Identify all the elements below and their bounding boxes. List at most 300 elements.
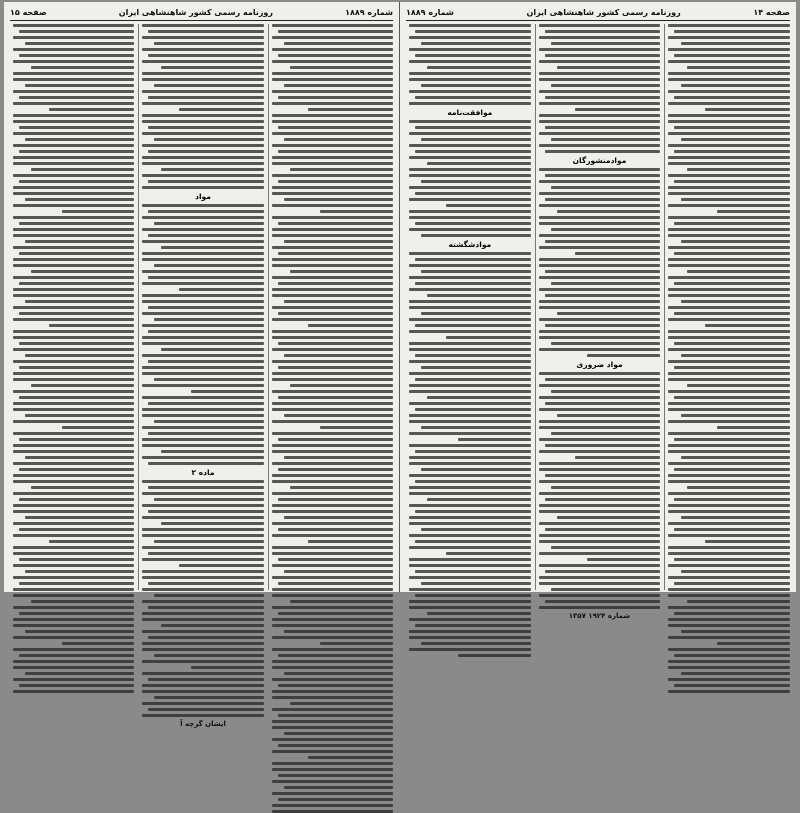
text-line	[409, 78, 531, 81]
text-line	[272, 504, 393, 507]
text-line	[272, 762, 393, 765]
text-line	[668, 678, 790, 681]
text-line	[551, 546, 661, 549]
text-line	[25, 42, 134, 45]
text-line	[687, 66, 790, 69]
text-line	[284, 300, 393, 303]
text-line	[148, 330, 263, 333]
text-line	[409, 120, 531, 123]
text-line	[674, 126, 790, 129]
text-line	[539, 372, 661, 375]
text-line	[142, 132, 263, 135]
text-line	[13, 144, 134, 147]
text-line	[161, 450, 264, 453]
text-line	[148, 432, 263, 435]
text-line	[415, 222, 531, 225]
text-line	[142, 216, 263, 219]
text-line	[409, 288, 531, 291]
text-line	[409, 102, 531, 105]
text-line	[551, 228, 661, 231]
text-line	[148, 126, 263, 129]
text-line	[545, 96, 661, 99]
text-line	[148, 708, 263, 711]
text-line	[539, 216, 661, 219]
text-line	[19, 498, 134, 501]
text-line	[668, 534, 790, 537]
text-line	[272, 264, 393, 267]
text-line	[284, 672, 393, 675]
text-line	[142, 414, 263, 417]
text-line	[668, 348, 790, 351]
page-number: صفحه ۱۴	[753, 7, 790, 17]
text-line	[674, 150, 790, 153]
text-line	[284, 516, 393, 519]
text-line	[409, 264, 531, 267]
text-line	[25, 570, 134, 573]
text-line	[557, 312, 660, 315]
text-line	[278, 366, 393, 369]
text-line	[290, 600, 393, 603]
text-line	[13, 618, 134, 621]
text-line	[142, 228, 263, 231]
section-heading: موادمنشورگان	[572, 156, 627, 165]
text-line	[668, 378, 790, 381]
text-line	[25, 414, 134, 417]
text-line	[421, 426, 531, 429]
text-line	[409, 228, 531, 231]
text-line	[539, 606, 661, 609]
text-line	[142, 144, 263, 147]
text-line	[13, 552, 134, 555]
text-line	[13, 258, 134, 261]
text-line	[272, 474, 393, 477]
text-line	[539, 264, 661, 267]
text-line	[668, 174, 790, 177]
text-line	[49, 324, 134, 327]
text-line	[539, 180, 661, 183]
text-line	[668, 258, 790, 261]
text-line	[142, 270, 263, 273]
text-line	[13, 72, 134, 75]
text-line	[409, 474, 531, 477]
text-line	[13, 492, 134, 495]
text-line	[13, 264, 134, 267]
text-line	[409, 300, 531, 303]
text-line	[142, 324, 263, 327]
text-line	[668, 372, 790, 375]
text-line	[272, 666, 393, 669]
text-line	[161, 624, 264, 627]
text-line	[668, 546, 790, 549]
text-line	[668, 462, 790, 465]
text-line	[539, 36, 661, 39]
text-line	[674, 252, 790, 255]
text-line	[674, 396, 790, 399]
text-line	[31, 168, 134, 171]
text-line	[142, 252, 263, 255]
text-line	[13, 624, 134, 627]
text-line	[13, 60, 134, 63]
text-line	[539, 462, 661, 465]
text-line	[31, 486, 134, 489]
text-line	[272, 186, 393, 189]
page-number: صفحه ۱۵	[10, 7, 47, 17]
text-line	[539, 288, 661, 291]
text-line	[272, 708, 393, 711]
text-line	[13, 546, 134, 549]
text-line	[13, 660, 134, 663]
text-line	[674, 96, 790, 99]
text-line	[575, 108, 660, 111]
text-line	[278, 498, 393, 501]
text-line	[148, 30, 263, 33]
text-line	[272, 552, 393, 555]
text-line	[13, 534, 134, 537]
text-line	[142, 426, 263, 429]
text-line	[551, 84, 661, 87]
text-line	[539, 234, 661, 237]
text-column	[138, 24, 263, 728]
text-line	[539, 258, 661, 261]
text-line	[668, 276, 790, 279]
text-line	[142, 72, 263, 75]
text-line	[668, 390, 790, 393]
text-line	[278, 150, 393, 153]
text-line	[278, 126, 393, 129]
text-line	[272, 288, 393, 291]
text-line	[19, 222, 134, 225]
text-line	[272, 534, 393, 537]
text-line	[290, 168, 393, 171]
text-line	[717, 642, 790, 645]
page-left	[4, 2, 400, 728]
text-line	[278, 582, 393, 585]
text-line	[142, 456, 263, 459]
text-line	[161, 522, 264, 525]
text-line	[272, 432, 393, 435]
text-line	[668, 588, 790, 591]
text-line	[409, 72, 531, 75]
text-line	[415, 510, 531, 513]
text-line	[272, 246, 393, 249]
text-line	[415, 150, 531, 153]
text-line	[539, 576, 661, 579]
text-line	[142, 90, 263, 93]
text-line	[681, 516, 791, 519]
text-line	[278, 252, 393, 255]
text-line	[191, 666, 264, 669]
text-line	[681, 456, 791, 459]
text-line	[409, 186, 531, 189]
text-line	[19, 468, 134, 471]
text-line	[539, 480, 661, 483]
text-line	[148, 54, 263, 57]
text-line	[19, 582, 134, 585]
text-line	[142, 342, 263, 345]
text-line	[687, 600, 790, 603]
text-line	[272, 624, 393, 627]
text-line	[539, 426, 661, 429]
text-line	[272, 294, 393, 297]
text-line	[148, 210, 263, 213]
text-line	[272, 306, 393, 309]
text-line	[148, 306, 263, 309]
text-line	[668, 120, 790, 123]
text-line	[154, 696, 263, 699]
text-line	[278, 558, 393, 561]
text-line	[409, 558, 531, 561]
text-line	[681, 630, 791, 633]
text-line	[278, 774, 393, 777]
text-line	[539, 60, 661, 63]
text-line	[13, 276, 134, 279]
text-column	[664, 24, 790, 590]
text-line	[539, 168, 661, 171]
text-line	[539, 144, 661, 147]
text-line	[668, 132, 790, 135]
text-line	[415, 378, 531, 381]
text-line	[668, 102, 790, 105]
text-line	[668, 606, 790, 609]
text-line	[409, 348, 531, 351]
text-line	[409, 630, 531, 633]
text-line	[142, 630, 263, 633]
text-line	[25, 240, 134, 243]
text-line	[674, 528, 790, 531]
text-line	[25, 456, 134, 459]
text-line	[13, 192, 134, 195]
text-line	[272, 546, 393, 549]
text-line	[272, 258, 393, 261]
text-line	[142, 174, 263, 177]
text-line	[278, 30, 393, 33]
text-line	[409, 516, 531, 519]
text-line	[31, 600, 134, 603]
text-line	[687, 384, 790, 387]
text-line	[421, 528, 531, 531]
text-line	[284, 786, 393, 789]
text-line	[446, 336, 531, 339]
text-line	[668, 420, 790, 423]
text-line	[25, 354, 134, 357]
text-line	[674, 342, 790, 345]
section-heading: موادشگشته	[448, 240, 492, 249]
text-line	[142, 120, 263, 123]
text-line	[13, 234, 134, 237]
text-line	[551, 42, 661, 45]
text-line	[284, 138, 393, 141]
text-line	[421, 468, 531, 471]
text-line	[545, 324, 661, 327]
text-line	[551, 486, 661, 489]
text-line	[278, 222, 393, 225]
text-line	[668, 330, 790, 333]
text-line	[539, 552, 661, 555]
text-line	[320, 210, 393, 213]
text-line	[272, 690, 393, 693]
text-line	[19, 342, 134, 345]
text-line	[272, 144, 393, 147]
text-line	[13, 522, 134, 525]
text-columns	[10, 24, 393, 728]
page-header	[406, 6, 790, 21]
text-line	[668, 564, 790, 567]
text-line	[668, 360, 790, 363]
text-line	[674, 468, 790, 471]
text-line	[539, 468, 661, 471]
text-line	[308, 756, 393, 759]
text-line	[13, 186, 134, 189]
text-line	[668, 294, 790, 297]
text-line	[278, 468, 393, 471]
section-heading: ماده ۲	[191, 468, 215, 477]
text-line	[415, 570, 531, 573]
text-line	[13, 132, 134, 135]
text-line	[278, 180, 393, 183]
text-line	[278, 798, 393, 801]
text-line	[142, 48, 263, 51]
text-line	[409, 132, 531, 135]
text-line	[272, 360, 393, 363]
text-line	[539, 132, 661, 135]
text-line	[19, 438, 134, 441]
text-line	[545, 474, 661, 477]
text-line	[409, 432, 531, 435]
text-line	[539, 594, 661, 597]
text-line	[668, 648, 790, 651]
text-line	[284, 570, 393, 573]
text-line	[272, 648, 393, 651]
text-line	[587, 558, 660, 561]
text-line	[272, 132, 393, 135]
text-line	[290, 384, 393, 387]
text-line	[272, 114, 393, 117]
text-line	[31, 270, 134, 273]
text-line	[142, 618, 263, 621]
text-line	[674, 558, 790, 561]
text-line	[142, 600, 263, 603]
text-line	[539, 204, 661, 207]
text-line	[668, 48, 790, 51]
text-line	[19, 612, 134, 615]
text-line	[668, 156, 790, 159]
text-line	[191, 390, 264, 393]
paragraph	[539, 372, 661, 609]
text-line	[551, 186, 661, 189]
text-line	[272, 564, 393, 567]
text-line	[154, 594, 263, 597]
text-line	[290, 66, 393, 69]
text-line	[19, 30, 134, 33]
text-line	[13, 360, 134, 363]
text-line	[545, 570, 661, 573]
text-line	[13, 594, 134, 597]
text-line	[415, 624, 531, 627]
text-line	[668, 246, 790, 249]
text-line	[142, 714, 263, 717]
text-line	[278, 684, 393, 687]
text-line	[13, 204, 134, 207]
text-line	[154, 84, 263, 87]
text-line	[272, 780, 393, 783]
text-line	[272, 72, 393, 75]
text-line	[25, 300, 134, 303]
text-line	[551, 282, 661, 285]
text-line	[409, 486, 531, 489]
text-line	[668, 660, 790, 663]
text-line	[308, 324, 393, 327]
text-line	[142, 156, 263, 159]
text-line	[142, 576, 263, 579]
text-line	[142, 258, 263, 261]
text-line	[539, 222, 661, 225]
text-line	[19, 366, 134, 369]
text-line	[142, 24, 263, 27]
text-line	[13, 462, 134, 465]
text-line	[668, 36, 790, 39]
text-line	[415, 450, 531, 453]
text-line	[142, 60, 263, 63]
text-line	[272, 522, 393, 525]
text-line	[142, 300, 263, 303]
text-line	[415, 30, 531, 33]
text-line	[272, 60, 393, 63]
text-line	[13, 588, 134, 591]
paragraph	[409, 252, 531, 657]
text-line	[415, 258, 531, 261]
text-line	[409, 618, 531, 621]
text-line	[539, 348, 661, 351]
text-line	[409, 390, 531, 393]
text-line	[272, 420, 393, 423]
text-line	[13, 336, 134, 339]
text-line	[668, 186, 790, 189]
newspaper-spread	[4, 2, 796, 728]
text-line	[272, 318, 393, 321]
newspaper-title: روزنامه رسمی کشور شاهنشاهی ایران	[526, 7, 681, 17]
text-line	[19, 312, 134, 315]
text-line	[668, 618, 790, 621]
text-line	[272, 588, 393, 591]
text-line	[458, 438, 531, 441]
text-line	[272, 48, 393, 51]
text-line	[13, 90, 134, 93]
text-line	[539, 540, 661, 543]
text-line	[415, 126, 531, 129]
text-line	[551, 432, 661, 435]
text-line	[142, 480, 263, 483]
text-line	[13, 318, 134, 321]
text-line	[13, 36, 134, 39]
text-line	[415, 480, 531, 483]
text-line	[674, 438, 790, 441]
text-line	[427, 612, 530, 615]
text-line	[409, 456, 531, 459]
text-line	[308, 540, 393, 543]
text-line	[142, 546, 263, 549]
text-line	[421, 180, 531, 183]
text-line	[674, 366, 790, 369]
text-line	[668, 72, 790, 75]
text-line	[409, 444, 531, 447]
text-line	[19, 126, 134, 129]
text-line	[545, 240, 661, 243]
text-line	[427, 498, 530, 501]
text-line	[539, 114, 661, 117]
text-line	[142, 384, 263, 387]
text-line	[13, 510, 134, 513]
text-line	[19, 654, 134, 657]
